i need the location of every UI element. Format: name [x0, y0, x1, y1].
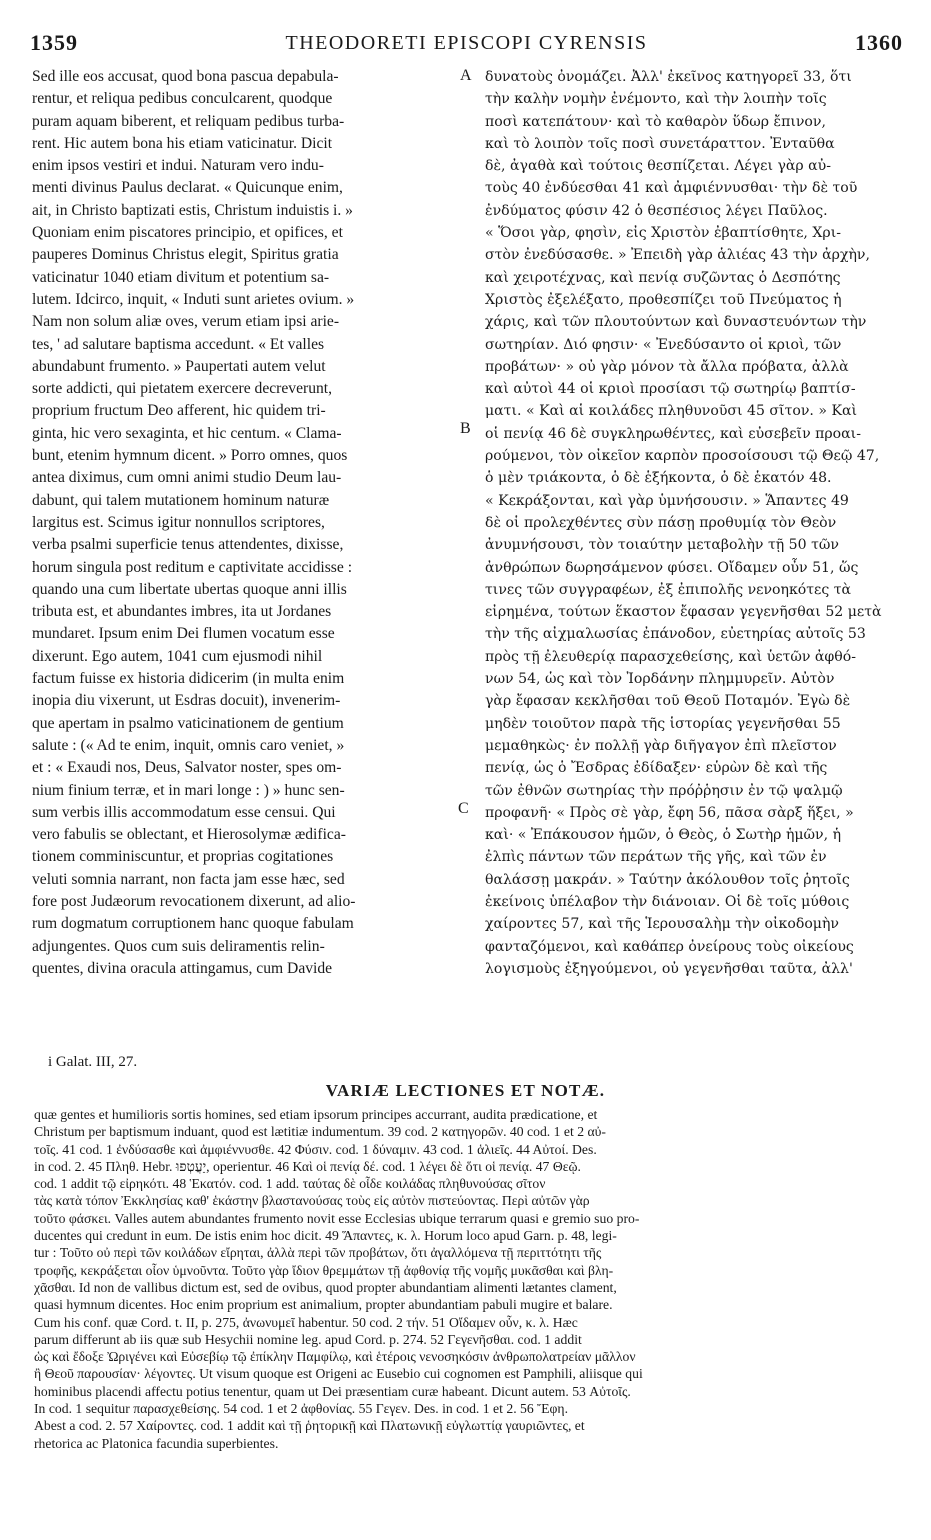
latin-text-line: pauperes Dominus Christus elegit, Spiritus gratia [32, 246, 339, 264]
greek-text-line: μηδὲν τοιοῦτον παρὰ τῆς ἱστορίας γεγενῆσθαι 55 [485, 715, 841, 732]
greek-text-line: στὸν ἐνεδύσασθε. » Ἐπειδὴ γὰρ ἁλιέας 43 τὴν ἀρχὴν, [485, 247, 870, 264]
footnote: i Galat. III, 27. [48, 1054, 138, 1070]
greek-text-line: « Κεκράξονται, καὶ γὰρ ὑμνήσουσιν. » Ἅπαντες 49 [485, 492, 849, 509]
latin-text-line: Quoniam enim piscatores principio, et opifices, et [32, 224, 343, 242]
note-line: χᾶσθαι. Id non de vallibus dictum est, sed de ovibus, quod propter abundantiam alimenti lætantes clament, [34, 1279, 617, 1295]
latin-text-line: ait, in Christo baptizati estis, Christum induistis i. » [32, 201, 353, 219]
latin-text-line: nium finium terræ, et in mari longe : ) » hunc sen- [32, 781, 345, 799]
greek-text-line: οἱ πενίᾳ 46 δὲ συγκληρωθέντες, καὶ εὐσεβεῖν προαι- [485, 425, 861, 442]
greek-text-line: μεμαθηκὼς· ἐν πολλῇ γὰρ διῆγαγον ἐπὶ πλεῖστον [485, 737, 837, 754]
latin-text-line: rentur, et reliqua pedibus conculcarent, quodque [32, 90, 333, 108]
note-line: Abest a cod. 2. 57 Χαίροντες. cod. 1 addit καὶ τῇ ῥητορικῇ καὶ Πλατωνικῇ εὐγλωττίᾳ γαυριῶντες, et [34, 1418, 585, 1434]
notes-block [34, 1106, 904, 1452]
greek-text-line: ἐκείνοις ὑπέλαβον τὴν διάνοιαν. Οἱ δὲ τοῖς μύθοις [485, 893, 850, 910]
greek-text-line: νων 54, ὡς καὶ τὸν Ἰορδάνην πλημμυρεῖν. Αὐτὸν [485, 671, 835, 688]
page-number-right: 1360 [855, 30, 903, 55]
greek-text-line: τὴν τῆς αἰχμαλωσίας ἐπάνοδον, εὐετηρίας αὐτοῖς 53 [485, 626, 866, 643]
latin-text-line: tributa est, et abundantes imbres, ita ut Jordanes [32, 603, 332, 621]
note-line: τὰς κατὰ τόπον Ἐκκλησίας καθ' ἑκάστην βλαστανούσας τοὺς εἰς αὐτὸν πιστεύοντας. Περὶ αὐτῶν γὰρ [34, 1193, 590, 1209]
note-line: quæ gentes et humilioris sortis homines, sed etiam ipsorum principes accurrant, audita prædicatione, et [34, 1107, 598, 1122]
greek-text-line: δὲ οἱ προλεχθέντες σὺν πάσῃ προθυμίᾳ τὸν Θεὸν [485, 514, 837, 531]
latin-text-line: rent. Hic autem bona his etiam vaticinatur. Dicit [32, 134, 333, 152]
latin-text-line: veluti somnia narrant, non facta jam esse hæc, sed [32, 870, 345, 888]
greek-text-line: ματι. « Καὶ αἱ κοιλάδες πληθυνοῦσι 45 σῖτον. » Καὶ [485, 403, 858, 420]
latin-text-line: antea diximus, cum omni animi studio Deum lau- [32, 469, 342, 487]
latin-text-line: proprium fructum Deo afferent, hic quidem tri- [32, 402, 326, 420]
latin-text-line: quentes, divina oracula attingamus, cum Davide [32, 959, 333, 977]
latin-text-line: verba psalmi superficie tenus attendentes, dixisse, [32, 536, 344, 554]
greek-text-line: προφανῆ· « Πρὸς σὲ γὰρ, ἔφη 56, πᾶσα σὰρξ ἥξει, » [485, 804, 854, 821]
latin-text-line: bunt, etenim hymnum dicent. » Porro omnes, quos [32, 447, 348, 465]
latin-text-line: fore post Judæorum revocationem dixerunt, ad alio- [32, 892, 356, 910]
greek-text-line: σωτηρίαν. Διό φησιν· « Ἐνεδύσαντο οἱ κριοὶ, τῶν [485, 336, 842, 353]
greek-text-line: τοὺς 40 ἐνδύεσθαι 41 καὶ ἀμφιέννυσθαι· τὴν δὲ τοῦ [485, 180, 858, 197]
latin-text-line: dabunt, qui talem mutationem hominum naturæ [32, 491, 330, 509]
margin-mark-b: B [460, 420, 471, 437]
greek-text-line: ἀνθρώπων δωρησάμενον φύσει. Οἴδαμεν οὖν 51, ὥς [485, 559, 859, 576]
note-line: ducentes qui credunt in eum. De istis enim hoc dicit. 49 Ἅπαντες, κ. λ. Horum loco apud Garn. p. 48, legi- [34, 1228, 617, 1244]
greek-text-line: « Ὅσοι γὰρ, φησὶν, εἰς Χριστὸν ἐβαπτίσθητε, Χρι- [485, 225, 841, 242]
latin-text-line: ginta, hic vero sexaginta, et hic centum. « Clama- [32, 424, 342, 442]
running-header [30, 30, 903, 62]
greek-text-line: καὶ αὐτοὶ 44 οἱ κριοὶ προσίασι τῷ σωτηρίῳ βαπτίσ- [485, 381, 856, 398]
greek-text-line: ὁ μὲν τριάκοντα, ὁ δὲ ἑξήκοντα, ὁ δὲ ἑκατόν 48. [485, 470, 832, 487]
greek-text-line: φανταζόμενοι, καὶ καθάπερ ὀνείρους τοὺς οἰκείους [485, 938, 854, 955]
note-line: in cod. 2. 45 Πληθ. Hebr. יַעֲטְפוּ, operientur. 46 Καὶ οἱ πενίᾳ δέ. cod. 1 λέγει δὲ ὅτι οἱ πενίᾳ. 47 Θεῷ. [34, 1158, 581, 1174]
margin-mark-a: A [460, 67, 472, 84]
latin-text-line: abundabunt frumento. » Paupertati autem velut [32, 357, 326, 375]
latin-column [32, 66, 454, 980]
greek-text-line: ἐλπὶς πάντων τῶν περάτων τῆς γῆς, καὶ τῶν ἐν [485, 849, 827, 866]
latin-text-line: rum dogmatum corruptionem hanc quoque fabulam [32, 915, 354, 933]
running-title: THEODORETI EPISCOPI CYRENSIS [285, 32, 648, 54]
note-line: ὡς καὶ ἔδοξε Ὠριγένει καὶ Εὐσεβίῳ τῷ ἐπίκλην Παμφίλῳ, καὶ ἑτέροις νενοσηκόσιν ἀνθρωπολατρείαν μᾶλλον [34, 1349, 636, 1365]
greek-text-line: καὶ· « Ἐπάκουσον ἡμῶν, ὁ Θεὸς, ὁ Σωτὴρ ἡμῶν, ἡ [485, 827, 842, 844]
note-line: ἢ Θεοῦ παρουσίαν· λέγοντες. Ut visum quoque est Origeni ac Eusebio cui cognomen est Pamphili, aliisque qui [34, 1366, 643, 1382]
greek-text-line: πρὸς τῇ ἐλευθερίᾳ παρασχεθείσης, καὶ ὑετῶν ἀφθό- [485, 648, 857, 665]
latin-text-line: mundaret. Ipsum enim Dei flumen vocatum esse [32, 625, 335, 643]
greek-text-line: προβάτων· » οὐ γὰρ μόνον τὰ ἄλλα πρόβατα, ἀλλὰ [485, 358, 849, 375]
margin-mark-c: C [458, 800, 469, 817]
latin-text-line: inopia diu vixerunt, ut Esdras docuit), invenerim- [32, 692, 341, 710]
greek-text-line: πενίᾳ, ὡς ὁ Ἔσδρας ἐδίδαξεν· εὑρὼν δὲ καὶ τῆς [485, 760, 828, 777]
greek-text-line: ἀνυμνήσουσι, τὸν τοιαύτην μεταβολὴν τῇ 50 τῶν [485, 537, 839, 554]
latin-text-line: tes, ' ad salutare baptisma accedunt. « Et valles [32, 335, 325, 353]
note-line: cod. 1 addit τῷ εἰρηκότι. 48 Ἑκατόν. cod. 1 add. ταύτας δὲ οἶδε κοιλάδας πληθυνούσας σῖτον [34, 1176, 546, 1192]
note-line: τοῦτο φάσκει. Valles autem abundantes frumento novit esse Ecclesias ubique terrarum quasi e gremio suo pro- [34, 1210, 640, 1226]
greek-text-line: λογισμοὺς ἐξηγούμενοι, οὐ γεγενῆσθαι ταῦτα, ἀλλ' [485, 960, 853, 977]
greek-column [485, 66, 905, 980]
latin-text-line: quando una cum libertate ubertas quoque anni illis [32, 580, 347, 598]
note-line: quasi hymnum dicentes. Hoc enim proprium est animalium, propter abundantiam pabuli mugire et balare. [34, 1297, 613, 1313]
note-line: hominibus placendi affectu potius tenentur, quam ut Dei præsentiam curæ habeant. Dicunt autem. 53 Αὐτοῖς. [34, 1383, 631, 1399]
note-line: tur : Τοῦτο οὐ περὶ τῶν κοιλάδων εἴρηται, ἀλλὰ περὶ τῶν προβάτων, ὅτι ἀγαλλόμενα τῇ περιττότητι τῆς [34, 1245, 602, 1261]
latin-text-line: adjungentes. Quos cum suis deliramentis relin- [32, 937, 325, 955]
greek-text-line: Χριστὸς ἐξελέξατο, προθεσπίζει τοῦ Πνεύματος ἡ [485, 291, 842, 308]
note-line: Christum per baptismum induant, quod est lætitiæ indumentum. 39 cod. 2 κατηγορῶν. 40 cod. 1 et 2 αὐ- [34, 1124, 606, 1140]
greek-text-line: καὶ χειροτέχνας, καὶ πενίᾳ συζῶντας ὁ Δεσπότης [485, 269, 841, 286]
latin-text-line: Nam non solum aliæ oves, verum etiam ipsi arie- [32, 313, 340, 331]
greek-text-line: δυνατοὺς ὀνομάζει. Ἀλλ' ἐκεῖνος κατηγορεῖ 33, ὅτι [485, 69, 852, 85]
latin-text-line: vero fabulis se oblectant, et Hierosolymæ ædifica- [32, 826, 346, 844]
latin-text-line: vaticinatur 1040 etiam divitum et potentium sa- [32, 268, 330, 286]
note-line: Cum his conf. quæ Cord. t. II, p. 275, ἀνωνυμεῖ habentur. 50 cod. 2 τήν. 51 Οἴδαμεν οὖν, κ. λ. Hæc [34, 1314, 578, 1330]
page-number-left: 1359 [30, 30, 78, 55]
greek-text-line: χαίροντες 57, καὶ τῆς Ἱερουσαλὴμ τὴν οἰκοδομὴν [485, 916, 839, 933]
greek-text-line: εἰρημένα, τούτων ἕκαστον ἔφασαν γεγενῆσθαι 52 μετὰ [485, 604, 882, 621]
note-line: τροφῆς, κεκράξεται οἷον ὑμνοῦντα. Τοῦτο γὰρ ἴδιον θρεμμάτων τῇ ἀφθονίᾳ τῆς νομῆς μυκᾶσθαι καὶ βλη- [34, 1262, 614, 1278]
greek-text-line: καὶ τὸ λοιπὸν τοῖς ποσὶ συνετάραττον. Ἐνταῦθα [485, 135, 835, 152]
latin-text-line: et : « Exaudi nos, Deus, Salvator noster, spes om- [32, 759, 342, 777]
latin-text-line: salute : (« Ad te enim, inquit, omnis caro veniet, » [32, 736, 345, 754]
latin-text-line: largitus est. Scimus igitur nonnullos scriptores, [32, 513, 325, 531]
greek-text-line: δὲ, ἀγαθὰ καὶ τούτοις θεσπίζεται. Λέγει γὰρ αὐ- [485, 158, 832, 175]
latin-text-line: Sed ille eos accusat, quod bona pascua depabula- [32, 68, 339, 85]
note-line: rhetorica ac Platonica facundia superbientes. [34, 1435, 279, 1451]
greek-text-line: τῶν ἐθνῶν σωτηρίας τὴν πρόῤῥησιν ἐν τῷ ψαλμῷ [485, 782, 843, 799]
note-line: In cod. 1 sequitur παρασχεθείσης. 54 cod. 1 et 2 ἀφθονίας. 55 Γεγεν. Des. in cod. 1 et 2. 56 Ἔφη. [34, 1401, 568, 1417]
latin-text-line: que apertam in psalmo vaticinationem de gentium [32, 714, 344, 732]
greek-text-line: θαλάσσῃ μακράν. » Ταύτην ἀκόλουθον τοῖς ῥητοῖς [485, 871, 850, 888]
greek-text-line: τινες τῶν συγγραφέων, ἐξ ἐπιπολῆς νενοηκότες τὰ [485, 581, 852, 598]
greek-text-line: χάρις, καὶ τῶν πλουτούντων καὶ δυναστευόντων τὴν [485, 314, 867, 331]
latin-text-line: dixerunt. Ego autem, 1041 cum ejusmodi nihil [32, 647, 323, 665]
latin-text-line: sum verbis illis accommodatum esse censui. Qui [32, 803, 336, 821]
greek-text-line: τὴν καλὴν νομὴν ἐνέμοντο, καὶ τὴν λοιπὴν τοῖς [485, 91, 827, 108]
note-line: τοῖς. 41 cod. 1 ἐνδύσασθε καὶ ἀμφιέννυσθε. 42 Φύσιν. cod. 1 δύναμιν. 43 cod. 1 ἁλιεῖς. 44 Αὐτοί. Des. [34, 1141, 597, 1157]
greek-text-line: ἐνδύματος φύσιν 42 ὁ θεσπέσιος λέγει Παῦλος. [485, 202, 828, 219]
latin-text-line: puram aquam biberent, et reliquam pedibus turba- [32, 112, 345, 130]
latin-text-line: sorte addicti, qui pietatem exercere decreverunt, [32, 380, 333, 398]
latin-text-line: lutem. Idcirco, inquit, « Induti sunt arietes ovium. » [32, 290, 355, 308]
note-line: parum differunt ab iis quæ sub Hesychii nomine leg. apud Cord. p. 274. 52 Γεγενῆσθαι. cod. 1 addit [34, 1331, 582, 1347]
greek-text-line: ποσὶ κατεπάτουν· καὶ τὸ καθαρὸν ὕδωρ ἔπινον, [485, 113, 826, 130]
notes-title: VARIÆ LECTIONES ET NOTÆ. [325, 1081, 606, 1100]
latin-text-line: tionem comminiscuntur, et proprias cogitationes [32, 848, 334, 866]
latin-text-line: enim ipsos vestiri et indui. Naturam vero indu- [32, 157, 324, 175]
latin-text-line: menti divinus Paulus declarat. « Quicunque enim, [32, 179, 343, 197]
greek-text-line: ρούμενοι, τὸν οἰκεῖον καρπὸν προσοίσουσι τῷ Θεῷ 47, [485, 448, 880, 465]
latin-text-line: factum fuisse ex historia didicerim (in multa enim [32, 670, 345, 688]
greek-text-line: γὰρ ἔφασαν κεκλῆσθαι τοῦ Θεοῦ Ποταμόν. Ἐγὼ δὲ [485, 693, 851, 710]
latin-text-line: horum singula post reditum e captivitate accidisse : [32, 558, 353, 576]
